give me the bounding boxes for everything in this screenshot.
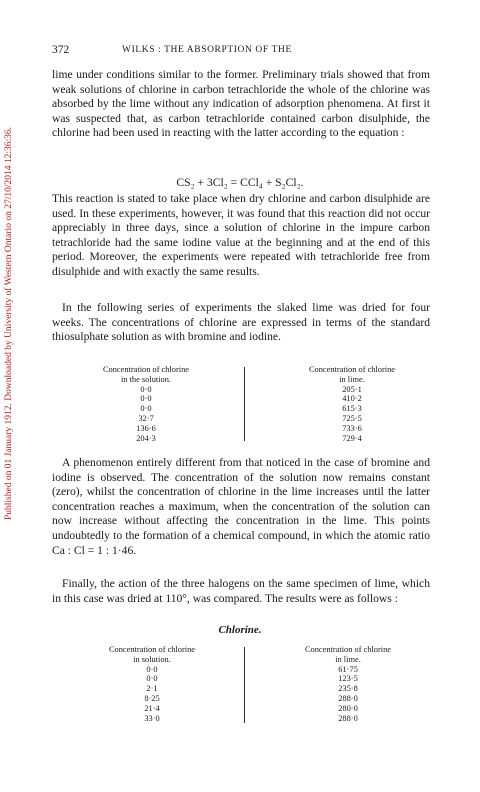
paragraph-1: lime under conditions similar to the former. Preliminary trials showed that from weak solutions of chlorine in carbon tetrachloride the whole of the chlorine was absorbed by the lime without any indication of adsorption phenomena. At first it was suspected that, as carbon tetrachloride contained carbon disulphide, the chlorine had been used in reacting with the latter according to the equation : bbox=[52, 68, 430, 140]
table-cell: 33·0 bbox=[144, 713, 160, 723]
table-cell: 280·0 bbox=[338, 703, 358, 713]
table-cell: 0·0 bbox=[140, 394, 152, 404]
table-cell: 733·6 bbox=[342, 423, 362, 433]
table2-divider bbox=[244, 647, 245, 723]
table-cell: 0·0 bbox=[140, 384, 152, 394]
table-cell: 0·0 bbox=[146, 664, 158, 674]
table-cell: 21·4 bbox=[144, 703, 160, 713]
table-chlorine-dried-110 bbox=[52, 645, 430, 723]
page-number: 372 bbox=[52, 44, 70, 56]
table-cell: 615·3 bbox=[342, 404, 362, 414]
table2-caption: Chlorine. bbox=[218, 624, 262, 636]
table-cell: 205·1 bbox=[342, 384, 362, 394]
table-cell: 725·5 bbox=[342, 413, 362, 423]
table-cell: 0·0 bbox=[140, 404, 152, 414]
table-cell: 288·0 bbox=[338, 713, 358, 723]
table1-divider bbox=[244, 367, 245, 441]
table-chlorine-dried-four-weeks bbox=[52, 365, 430, 443]
table-cell: 136·6 bbox=[136, 423, 156, 433]
table-cell: 2·1 bbox=[146, 684, 158, 694]
page-header bbox=[52, 44, 432, 58]
table-cell: 61·75 bbox=[338, 664, 358, 674]
table1-left-header: Concentration of chlorine bbox=[102, 365, 190, 374]
table-cell: 288·0 bbox=[338, 693, 358, 703]
table1-right-column bbox=[282, 365, 422, 443]
paragraph-5: Finally, the action of the three halogens on the same specimen of lime, which in this case was dried at 110°, was compared. The results were as follows : bbox=[52, 577, 430, 605]
paragraph-3: In the following series of experiments the slaked lime was dried for four weeks. The concentrations of chlorine are expressed in terms of the standard thiosulphate solution as with bromine and iodine. bbox=[52, 301, 430, 344]
table2-right-column bbox=[278, 645, 418, 723]
table2-left-header: Concentration of chlorine bbox=[108, 645, 196, 654]
table1-right-header: Concentration of chlorine bbox=[308, 365, 396, 374]
table2-right-header: Concentration of chlorine bbox=[304, 645, 392, 654]
running-head: WILKS : THE ABSORPTION OF THE bbox=[122, 45, 292, 55]
publication-stamp: Published on 01 January 1912. Downloaded by University of Western Ontario on 27/10/2014 12:36:36. bbox=[4, 126, 14, 520]
table-cell: 8·25 bbox=[144, 693, 160, 703]
equation: CS₂ + 3Cl₂ = CCl₄ + S₂Cl₂. bbox=[176, 176, 304, 189]
table2-right-header-2: in lime. bbox=[335, 654, 361, 664]
table-cell: 410·2 bbox=[342, 394, 362, 404]
table-cell: 204·3 bbox=[136, 433, 156, 443]
table2-left-header-2: in solution. bbox=[133, 654, 171, 664]
table-cell: 235·8 bbox=[338, 684, 358, 694]
table-cell: 123·5 bbox=[338, 674, 358, 684]
table2-left-column bbox=[82, 645, 222, 723]
paragraph-4: A phenomenon entirely different from that noticed in the case of bromine and iodine is observed. The concentration of the solution now remains constant (zero), whilst the concentration of chlorine in the lime increases until the latter concentration reaches a maximum, when the concentration of the solution can now increase without affecting the concentration in the lime. This points undoubtedly to the formation of a chemical compound, in which the atomic ratio Ca : Cl = 1 : 1·46. bbox=[52, 456, 430, 557]
paragraph-2: This reaction is stated to take place when dry chlorine and carbon disulphide are used. In these experiments, however, it was found that this reaction did not occur appreciably in three days, since a solution of chlorine in the impure carbon tetrachloride had the same iodine value at the beginning and at the end of this period. Moreover, the experiments were repeated with tetrachloride free from disulphide and with exactly the same results. bbox=[52, 192, 430, 278]
table-cell: 0·0 bbox=[146, 674, 158, 684]
table1-left-column bbox=[76, 365, 216, 443]
table-cell: 729·4 bbox=[342, 433, 362, 443]
table-cell: 32·7 bbox=[138, 413, 154, 423]
table1-left-header-2: in the solution. bbox=[120, 374, 172, 384]
table1-right-header-2: in lime. bbox=[339, 374, 365, 384]
